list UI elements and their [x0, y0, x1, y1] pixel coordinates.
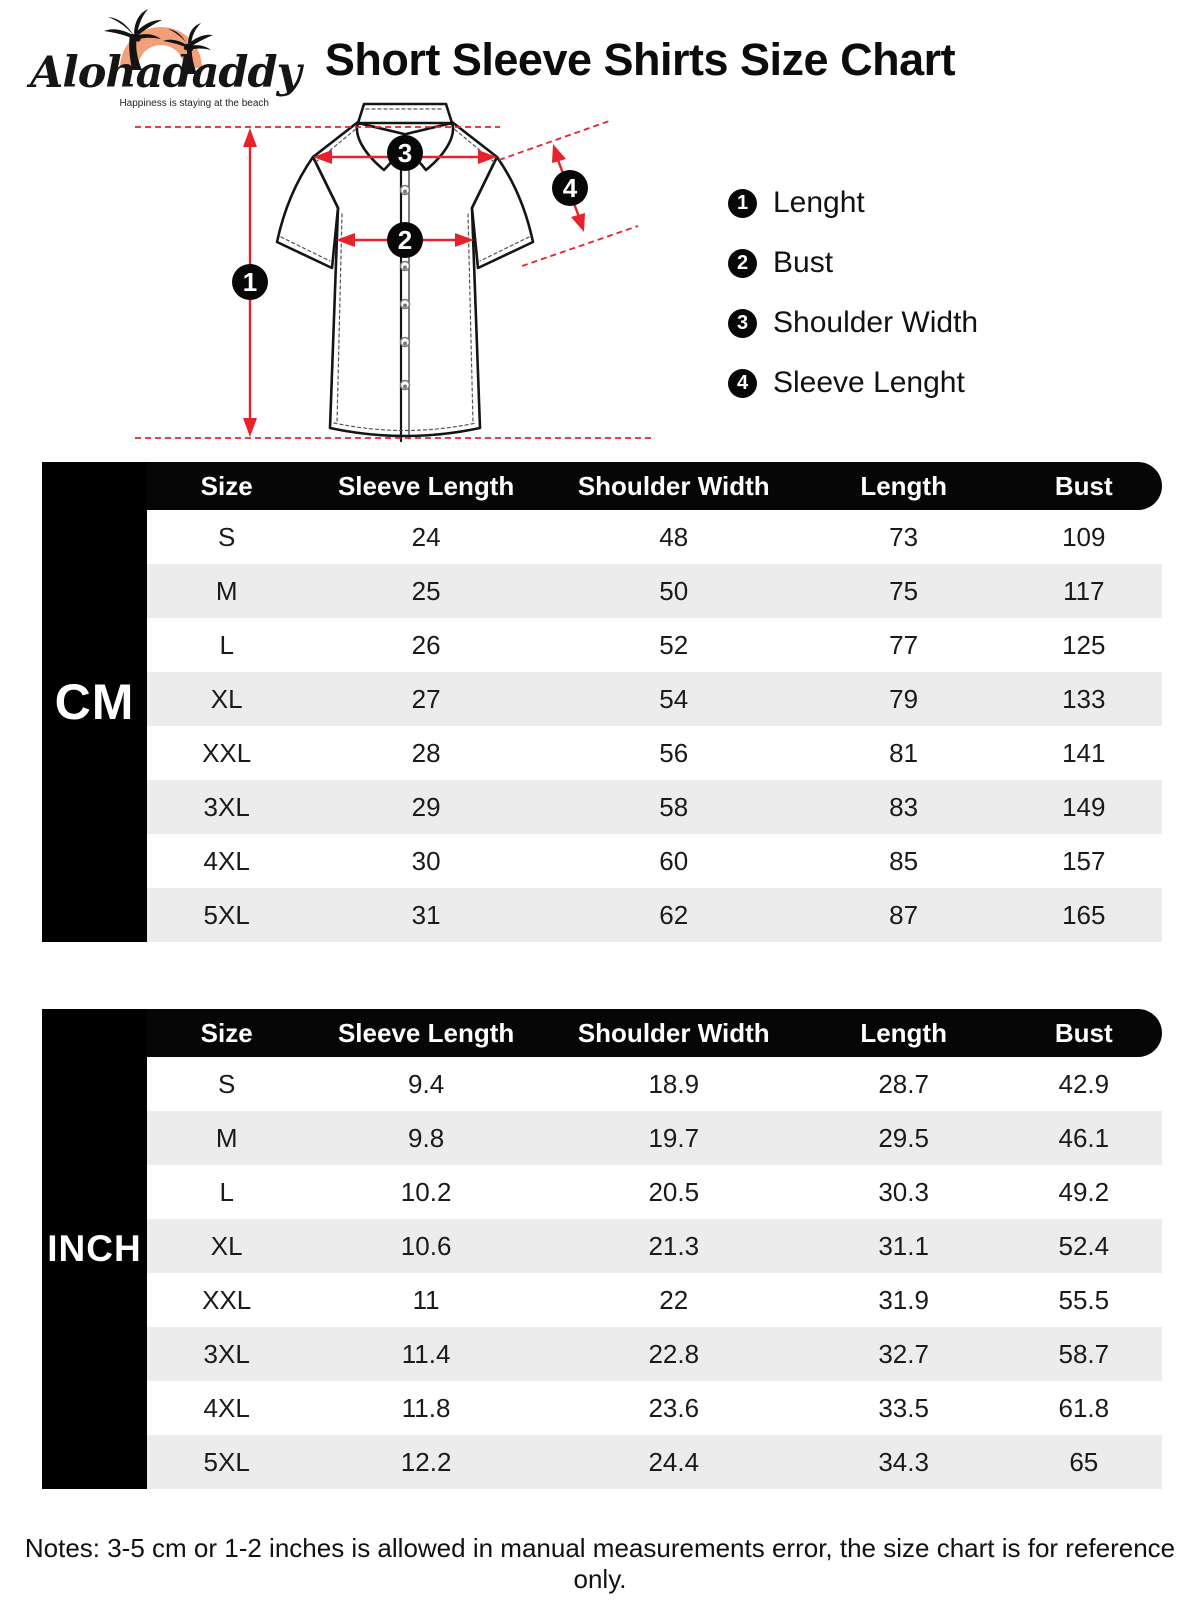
- table-cell: 29: [411, 791, 441, 822]
- table-cell: 23.6: [648, 1392, 700, 1423]
- table-cell: 30.3: [878, 1176, 929, 1207]
- table-cell: 46.1: [1058, 1122, 1110, 1153]
- column-header: Size: [200, 1017, 253, 1048]
- table-cell: 4XL: [203, 845, 250, 876]
- table-row: [147, 834, 1162, 888]
- table-cell: 61.8: [1058, 1392, 1110, 1423]
- size-table-cm: [42, 462, 1162, 942]
- unit-band: [42, 462, 147, 942]
- table-cell: 141: [1062, 737, 1106, 768]
- table-cell: 19.7: [648, 1122, 700, 1153]
- table-cell: 21.3: [648, 1230, 700, 1261]
- legend-number-badge: 3: [728, 309, 757, 338]
- table-cell: 10.6: [400, 1230, 452, 1261]
- table-cell: M: [215, 575, 238, 606]
- table-row: [147, 1219, 1162, 1273]
- legend-number-badge: 4: [728, 369, 757, 398]
- table-cell: 29.5: [878, 1122, 929, 1153]
- column-header: Shoulder Width: [577, 1017, 770, 1048]
- legend-label: Shoulder Width: [773, 306, 979, 339]
- table-cell: 11.4: [401, 1338, 451, 1369]
- table-cell: 26: [411, 629, 441, 660]
- table-cell: 73: [889, 521, 919, 552]
- table-cell: 52: [659, 629, 689, 660]
- table-cell: 109: [1062, 521, 1106, 552]
- svg-text:2: 2: [397, 225, 413, 255]
- table-cell: 34.3: [878, 1446, 929, 1477]
- table-cell: 11.8: [401, 1392, 451, 1423]
- table-row: [147, 1327, 1162, 1381]
- table-body: [147, 510, 1162, 942]
- table-cell: 56: [659, 737, 689, 768]
- svg-text:1: 1: [242, 267, 258, 297]
- table-cell: 165: [1062, 899, 1106, 930]
- legend-number-badge: 1: [728, 189, 757, 218]
- table-row: [147, 564, 1162, 618]
- table-cell: 50: [659, 575, 689, 606]
- table-cell: XXL: [202, 1284, 252, 1315]
- table-cell: 32.7: [878, 1338, 929, 1369]
- column-header: Length: [860, 470, 947, 501]
- table-cell: 42.9: [1058, 1068, 1110, 1099]
- column-header: Shoulder Width: [577, 470, 770, 501]
- table-cell: XXL: [202, 737, 252, 768]
- column-header: Length: [860, 1017, 947, 1048]
- table-cell: 117: [1063, 575, 1105, 606]
- table-cell: 28: [411, 737, 441, 768]
- table-cell: 60: [659, 845, 689, 876]
- table-row: [147, 888, 1162, 942]
- brand-name: Alohadaddy: [30, 48, 301, 98]
- table-cell: 12.2: [400, 1446, 452, 1477]
- table-row: [147, 672, 1162, 726]
- table-cell: 58.7: [1058, 1338, 1110, 1369]
- table-row: [147, 1273, 1162, 1327]
- svg-text:3: 3: [397, 138, 413, 168]
- table-cell: 58: [659, 791, 689, 822]
- brand-tagline: Happiness is staying at the beach: [119, 98, 269, 109]
- legend-item: [728, 186, 978, 220]
- table-cell: 149: [1062, 791, 1106, 822]
- table-cell: 31: [411, 899, 441, 930]
- svg-text:4: 4: [562, 173, 578, 203]
- table-cell: 3XL: [203, 1338, 250, 1369]
- table-cell: 27: [411, 683, 441, 714]
- table-cell: 81: [889, 737, 919, 768]
- column-header: Sleeve Length: [337, 1017, 515, 1048]
- table-cell: 9.4: [408, 1068, 445, 1099]
- table-cell: 31.9: [878, 1284, 929, 1315]
- legend-item: [728, 306, 978, 340]
- table-cell: 77: [889, 629, 919, 660]
- size-table-inch: [42, 1009, 1162, 1489]
- table-cell: XL: [210, 683, 243, 714]
- table-cell: 65: [1069, 1446, 1099, 1477]
- table-cell: 157: [1062, 845, 1106, 876]
- table-cell: 22.8: [648, 1338, 700, 1369]
- unit-band: [42, 1009, 147, 1489]
- table-cell: 20.5: [648, 1176, 700, 1207]
- shirt-diagram: [100, 95, 660, 455]
- legend-label: Lenght: [773, 186, 865, 219]
- table-row: [147, 1435, 1162, 1489]
- table-cell: S: [218, 1068, 236, 1099]
- table-row: [147, 780, 1162, 834]
- legend-number-badge: 2: [728, 249, 757, 278]
- table-cell: 79: [889, 683, 919, 714]
- table-cell: M: [215, 1122, 238, 1153]
- unit-label: CM: [54, 674, 135, 730]
- table-row: [147, 1381, 1162, 1435]
- unit-label: INCH: [47, 1228, 142, 1269]
- table-cell: 25: [411, 575, 441, 606]
- table-cell: 52.4: [1058, 1230, 1110, 1261]
- table-cell: 85: [889, 845, 919, 876]
- table-cell: 24: [411, 521, 441, 552]
- table-row: [147, 618, 1162, 672]
- table-row: [147, 726, 1162, 780]
- legend-item: [728, 246, 978, 280]
- table-row: [147, 1111, 1162, 1165]
- table-cell: 125: [1062, 629, 1106, 660]
- table-cell: S: [218, 521, 236, 552]
- table-cell: 62: [659, 899, 689, 930]
- table-cell: XL: [210, 1230, 243, 1261]
- table-header: [42, 462, 1162, 510]
- table-cell: 9.8: [408, 1122, 445, 1153]
- page-title: Short Sleeve Shirts Size Chart: [324, 34, 956, 85]
- table-cell: 30: [411, 845, 441, 876]
- table-cell: 54: [659, 683, 689, 714]
- table-cell: 75: [889, 575, 919, 606]
- legend-label: Sleeve Lenght: [773, 366, 965, 399]
- table-cell: 31.1: [878, 1230, 929, 1261]
- table-cell: 3XL: [203, 791, 250, 822]
- table-body: [147, 1057, 1162, 1489]
- table-cell: 83: [889, 791, 919, 822]
- legend-label: Bust: [773, 246, 834, 279]
- measurement-legend: [728, 186, 978, 426]
- legend-item: [728, 366, 978, 400]
- table-cell: 4XL: [203, 1392, 250, 1423]
- column-header: Sleeve Length: [337, 470, 515, 501]
- table-cell: 5XL: [203, 1446, 250, 1477]
- table-cell: 28.7: [878, 1068, 929, 1099]
- table-cell: 10.2: [400, 1176, 452, 1207]
- table-cell: 49.2: [1058, 1176, 1110, 1207]
- table-cell: 87: [889, 899, 919, 930]
- table-cell: 24.4: [648, 1446, 700, 1477]
- table-row: [147, 1165, 1162, 1219]
- table-cell: 5XL: [203, 899, 250, 930]
- table-row: [147, 510, 1162, 564]
- table-cell: L: [219, 1176, 234, 1207]
- table-cell: 22: [659, 1284, 689, 1315]
- table-cell: 55.5: [1058, 1284, 1110, 1315]
- column-header: Bust: [1054, 470, 1113, 501]
- column-header: Size: [200, 470, 253, 501]
- table-cell: 133: [1062, 683, 1106, 714]
- table-cell: L: [219, 629, 234, 660]
- column-header: Bust: [1054, 1017, 1113, 1048]
- table-header: [42, 1009, 1162, 1057]
- table-cell: 11: [412, 1284, 440, 1315]
- notes-text: Notes: 3-5 cm or 1-2 inches is allowed in manual measurements error, the size chart is for reference only.: [24, 1533, 1176, 1594]
- table-cell: 33.5: [878, 1392, 929, 1423]
- table-cell: 48: [659, 521, 689, 552]
- table-cell: 18.9: [648, 1068, 700, 1099]
- table-row: [147, 1057, 1162, 1111]
